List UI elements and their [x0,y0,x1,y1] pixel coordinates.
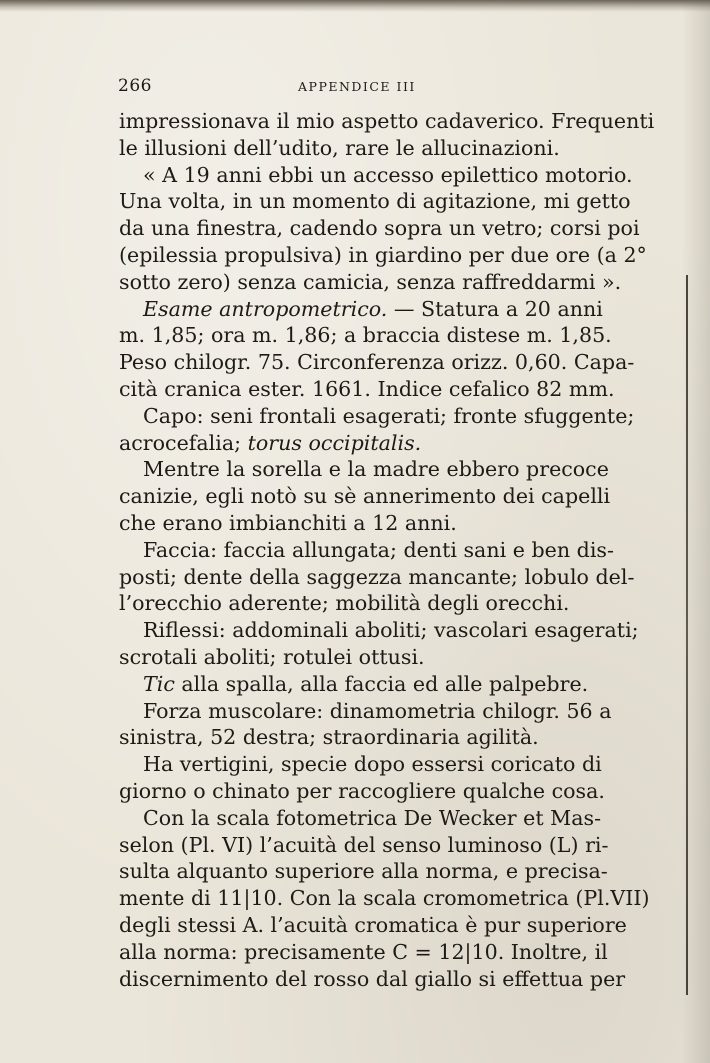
text-line [119,778,605,805]
text-line [119,215,640,242]
text-segment: Mentre la sorella e la madre ebbero precoce [143,457,609,482]
text-segment: sulta alquanto superiore alla norma, e precisa- [119,859,608,884]
text-segment: Con la scala fotometrica De Wecker et Mas- [143,805,602,830]
text-segment: discernimento del rosso dal giallo si effettua per [119,966,626,991]
text-segment: Ha vertigini, specie dopo essersi coricato di [143,752,602,777]
text-line [119,617,639,644]
text-segment: m. 1,85; ora m. 1,86; a braccia distese m. 1,85. [119,323,612,348]
text-line [119,483,611,510]
text-segment: degli stessi A. l’acuità cromatica è pur superiore [119,912,627,937]
text-line [119,939,608,966]
text-line [119,108,655,135]
text-line [119,135,599,162]
text-line [119,162,633,189]
italic-segment: Tic [143,671,175,696]
text-segment: selon (Pl. VI) l’acuità del senso luminoso (L) ri- [119,832,609,857]
text-line [119,269,622,296]
text-line [119,430,599,457]
binding-line [686,275,688,995]
text-segment: che erano imbianchiti a 12 anni. [119,510,457,535]
text-segment: l’orecchio aderente; mobilità degli orecchi. [119,591,570,616]
text-segment: — Statura a 20 anni [387,296,603,321]
text-segment: Forza muscolare: dinamometria chilogr. 56 a [143,698,612,723]
text-segment: (epilessia propulsiva) in giardino per due ore (a 2° [119,242,647,267]
text-line [119,698,612,725]
text-line [119,564,635,591]
text-line [119,671,599,698]
text-line [119,188,631,215]
text-segment: sotto zero) senza camicia, senza raffreddarmi ». [119,269,622,294]
body-text [119,108,655,992]
text-segment: posti; dente della saggezza mancante; lobulo del- [119,564,635,589]
text-line [119,858,608,885]
italic-segment: torus occipitalis. [247,430,422,455]
text-line [119,644,599,671]
text-segment: sinistra, 52 destra; straordinaria agilità. [119,725,539,750]
text-segment: scrotali aboliti; rotulei ottusi. [119,644,425,669]
text-segment: Faccia: faccia allungata; denti sani e ben dis- [143,537,614,562]
italic-segment: Esame antropometrico. [143,296,388,321]
text-segment: Capo: seni frontali esagerati; fronte sfuggente; [143,403,635,428]
text-segment: impressionava il mio aspetto cadaverico. Frequenti [119,109,655,133]
text-line [119,885,650,912]
text-segment: da una finestra, cadendo sopra un vetro; corsi poi [119,216,640,241]
text-segment: canizie, egli notò su sè annerimento dei capelli [119,484,611,509]
text-line [119,912,627,939]
text-segment: alla norma: precisamente C = 12|10. Inoltre, il [119,939,608,964]
text-line [119,724,599,751]
text-line [119,805,602,832]
page-number: 266 [118,76,152,96]
text-segment: giorno o chinato per raccogliere qualche cosa. [119,778,605,803]
text-line [119,456,609,483]
text-segment: cità cranica ester. 1661. Indice cefalico 82 mm. [119,376,615,401]
text-segment: alla spalla, alla faccia ed alle palpebre. [174,671,589,696]
page-header [118,76,598,98]
text-line [119,832,609,859]
text-segment: le illusioni dell’udito, rare le allucinazioni. [119,135,560,160]
text-line [119,403,635,430]
text-line [119,966,626,993]
running-head: APPENDICE III [298,79,416,94]
text-segment: acrocefalia; [119,430,248,455]
text-segment: « A 19 anni ebbi un accesso epilettico motorio. [143,162,633,187]
text-segment: mente di 11|10. Con la scala cromometrica (Pl.VII) [119,886,650,911]
text-segment: Peso chilogr. 75. Circonferenza orizz. 0,60. Capa- [119,350,635,375]
text-line [119,510,599,537]
text-line [119,296,603,323]
text-line [119,751,602,778]
text-line [119,322,612,349]
page-top-edge-shadow [0,0,710,12]
text-segment: Una volta, in un momento di agitazione, mi getto [119,189,631,214]
text-line [119,349,635,376]
text-line [119,590,599,617]
text-line [119,376,615,403]
text-line [119,537,614,564]
text-line [119,242,647,269]
text-segment: Riflessi: addominali aboliti; vascolari esagerati; [143,618,639,643]
